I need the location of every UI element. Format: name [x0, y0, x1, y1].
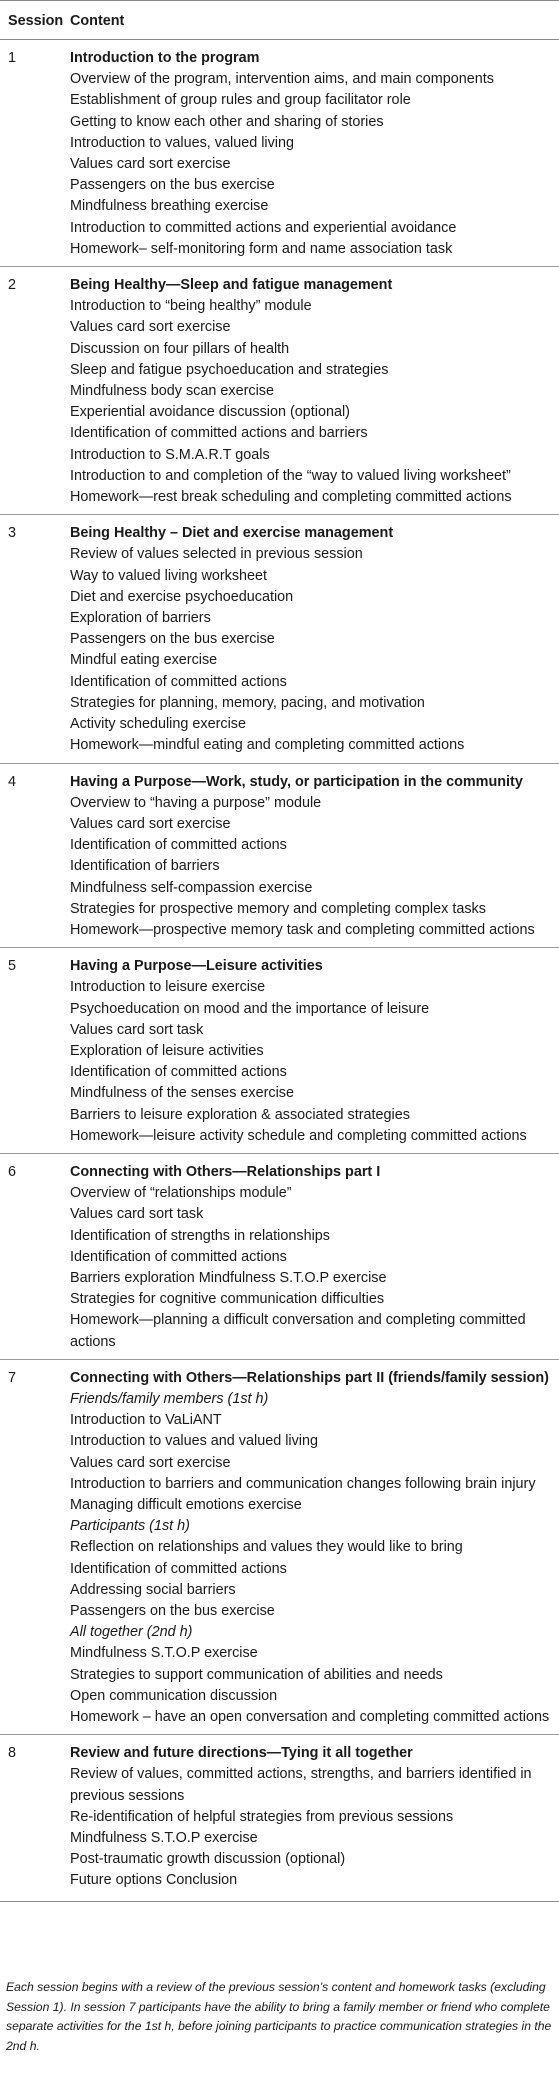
table-row	[0, 1735, 559, 1901]
session-item: Values card sort exercise	[70, 815, 231, 832]
session-item: Establishment of group rules and group facilitator role	[70, 92, 411, 109]
table-row	[0, 763, 559, 948]
session-item: Overview of “relationships module”	[70, 1185, 292, 1202]
session-item: Diet and exercise psychoeducation	[70, 588, 294, 605]
session-item: Psychoeducation on mood and the importance of leisure	[70, 1000, 430, 1017]
session-item: Mindfulness breathing exercise	[70, 198, 269, 215]
session-item: Mindfulness S.T.O.P exercise	[70, 1830, 258, 1847]
session-item: Introduction to values and valued living	[70, 1433, 318, 1450]
session-content	[70, 763, 559, 948]
session-number: 1	[8, 50, 17, 66]
table-footnote: Each session begins with a review of the previous session’s content and homework tasks (excluding Session 1). In session 7 participants have the ability to bring a family member or friend who complete separate activities for the 1st h, before joining participants to practice communication strategies in the 2nd h.	[6, 1980, 552, 2053]
header-session: Session	[0, 1, 70, 40]
session-subgroup-label: All together (2nd h)	[70, 1624, 193, 1641]
session-item: Barriers exploration Mindfulness S.T.O.P exercise	[70, 1269, 387, 1286]
session-number: 6	[0, 1153, 70, 1359]
table-header-row	[0, 1, 559, 40]
table-row	[0, 948, 559, 1154]
session-item: Introduction to and completion of the “way to valued living worksheet”	[70, 467, 511, 484]
session-item: Reflection on relationships and values they would like to bring	[70, 1539, 463, 1556]
session-item: Review of values selected in previous session	[70, 546, 363, 563]
session-item: Strategies for planning, memory, pacing, and motivation	[70, 694, 425, 711]
session-item: Mindfulness body scan exercise	[70, 383, 274, 400]
session-item: Exploration of leisure activities	[70, 1042, 264, 1059]
session-item: Introduction to “being healthy” module	[70, 298, 312, 315]
table-row	[0, 1359, 559, 1734]
table-row	[0, 40, 559, 267]
session-item: Values card sort task	[70, 1206, 204, 1223]
session-item: Identification of committed actions	[70, 837, 287, 854]
session-item: Discussion on four pillars of health	[70, 340, 290, 357]
session-item: Passengers on the bus exercise	[70, 177, 275, 194]
session-item: Introduction to values, valued living	[70, 134, 294, 151]
session-item: Introduction to barriers and communication changes following brain injury	[70, 1475, 536, 1492]
session-item: Homework—mindful eating and completing committed actions	[70, 737, 465, 754]
session-content	[70, 515, 559, 763]
session-item: Identification of committed actions and barriers	[70, 425, 368, 442]
table-row	[0, 1153, 559, 1359]
session-content	[70, 267, 559, 515]
session-item: Managing difficult emotions exercise	[70, 1497, 302, 1513]
session-number: 5	[0, 948, 70, 1154]
session-item: Homework—planning a difficult conversation and completing committed actions	[70, 1312, 526, 1350]
session-item: Re-identification of helpful strategies from previous sessions	[70, 1808, 454, 1825]
session-item: Mindful eating exercise	[70, 652, 218, 669]
header-content: Content	[70, 1, 559, 40]
session-title: Introduction to the program	[70, 50, 260, 66]
session-item: Getting to know each other and sharing of stories	[70, 113, 384, 130]
session-item: Overview of the program, intervention aims, and main components	[70, 71, 494, 88]
session-title: Being Healthy—Sleep and fatigue management	[70, 277, 393, 294]
session-item: Values card sort exercise	[70, 319, 231, 336]
session-item: Overview to “having a purpose” module	[70, 794, 322, 811]
session-item: Introduction to VaLiANT	[70, 1412, 222, 1429]
session-item: Addressing social barriers	[70, 1581, 236, 1598]
session-item: Homework– self-monitoring form and name association task	[70, 240, 453, 257]
session-item: Future options Conclusion	[70, 1872, 238, 1889]
session-title: Connecting with Others—Relationships part I	[70, 1163, 381, 1180]
session-number: 4	[0, 763, 70, 948]
session-title: Review and future directions—Tying it all together	[70, 1745, 413, 1762]
session-item: Way to valued living worksheet	[70, 567, 268, 584]
session-item: Post-traumatic growth discussion (optional)	[70, 1851, 346, 1868]
session-item: Barriers to leisure exploration & associated strategies	[70, 1106, 410, 1123]
session-content	[70, 1153, 559, 1359]
session-item: Introduction to S.M.A.R.T goals	[70, 446, 270, 463]
session-item: Strategies for cognitive communication difficulties	[70, 1291, 385, 1308]
session-number: 8	[0, 1735, 70, 1901]
session-item: Strategies to support communication of abilities and needs	[70, 1666, 443, 1683]
session-content	[70, 1735, 559, 1901]
session-item: Identification of committed actions	[70, 1560, 287, 1577]
session-item: Values card sort exercise	[70, 1454, 231, 1471]
session-title: Connecting with Others—Relationships part II (friends/family session)	[70, 1369, 549, 1386]
session-number: 7	[0, 1359, 70, 1734]
session-item: Homework—rest break scheduling and completing committed actions	[70, 489, 512, 506]
session-number: 3	[0, 515, 70, 763]
session-item: Values card sort exercise	[70, 156, 231, 173]
session-subgroup-label: Participants (1st h)	[70, 1518, 190, 1535]
session-content	[70, 948, 559, 1154]
session-item: Strategies for prospective memory and completing complex tasks	[70, 900, 486, 917]
table-row	[0, 267, 559, 515]
session-item: Passengers on the bus exercise	[70, 631, 275, 648]
session-item: Introduction to leisure exercise	[70, 979, 266, 996]
session-item: Identification of committed actions	[70, 1064, 287, 1081]
session-item: Mindfulness self-compassion exercise	[70, 879, 313, 896]
session-title: Having a Purpose—Leisure activities	[70, 958, 323, 975]
session-title: Being Healthy – Diet and exercise management	[70, 525, 394, 542]
session-item: Identification of barriers	[70, 858, 220, 875]
session-item: Identification of committed actions	[70, 1248, 287, 1265]
session-item: Mindfulness S.T.O.P exercise	[70, 1645, 258, 1662]
session-item: Homework—leisure activity schedule and completing committed actions	[70, 1127, 527, 1144]
session-item: Homework—prospective memory task and completing committed actions	[70, 921, 535, 938]
session-item: Values card sort task	[70, 1021, 204, 1038]
session-item: Review of values, committed actions, strengths, and barriers identified in previous sessions	[70, 1766, 532, 1804]
session-title: Having a Purpose—Work, study, or participation in the community	[70, 773, 523, 790]
session-item: Mindfulness of the senses exercise	[70, 1085, 294, 1102]
session-item: Sleep and fatigue psychoeducation and strategies	[70, 361, 389, 378]
session-item: Passengers on the bus exercise	[70, 1603, 275, 1620]
session-item: Exploration of barriers	[70, 610, 211, 627]
session-item: Homework – have an open conversation and completing committed actions	[70, 1709, 550, 1726]
table-row	[0, 515, 559, 763]
session-item: Identification of strengths in relationships	[70, 1227, 330, 1244]
session-content	[70, 40, 559, 267]
session-number: 2	[0, 267, 70, 515]
session-content	[70, 1359, 559, 1734]
session-item: Introduction to committed actions and experiential avoidance	[70, 219, 457, 236]
table-body	[0, 40, 559, 1902]
session-subgroup-label: Friends/family members (1st h)	[70, 1390, 269, 1407]
session-item: Open communication discussion	[70, 1687, 278, 1704]
session-item: Identification of committed actions	[70, 673, 287, 690]
session-item: Experiential avoidance discussion (optional)	[70, 404, 350, 421]
session-item: Activity scheduling exercise	[70, 716, 246, 733]
